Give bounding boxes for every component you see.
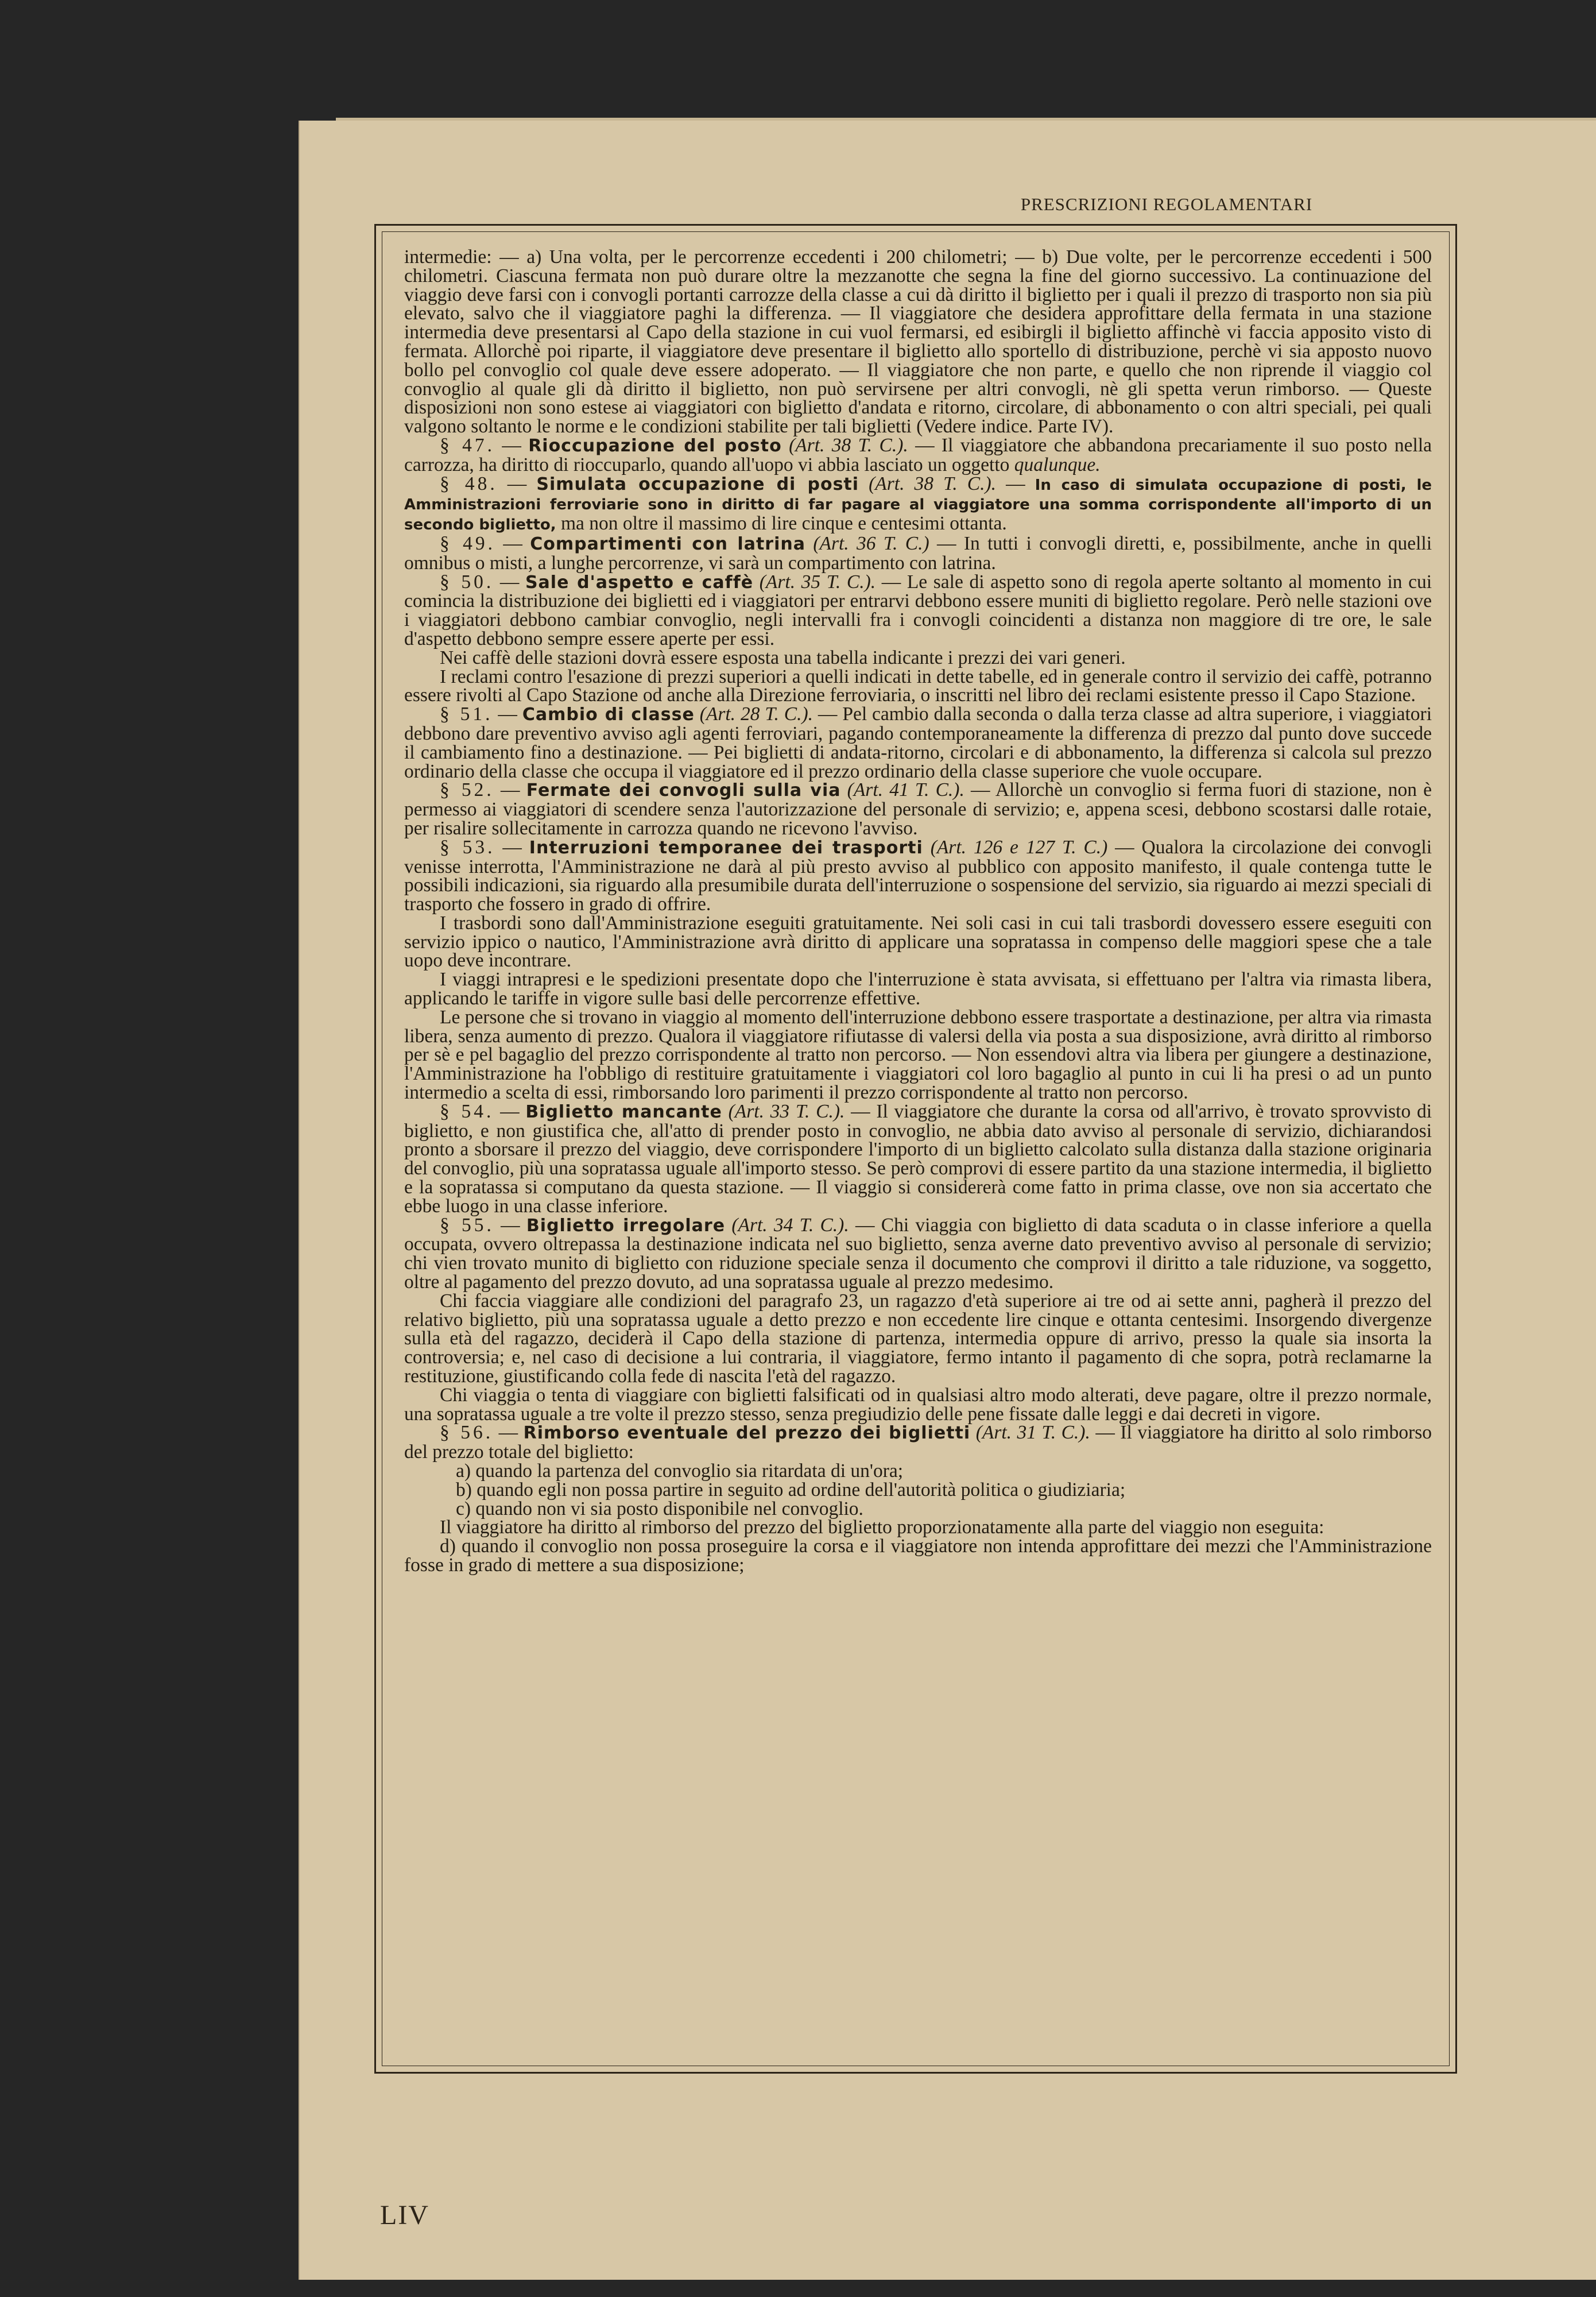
section-title: Sale d'aspetto e caffè xyxy=(525,572,754,593)
section-text: — Pel cambio dalla seconda o dalla terza classe ad altra superiore, i viaggiatori debbono dare preventivo avviso agli agenti ferroviari, pagando contemporaneamente la differenza di prezzo dal punto dove succede il cambiamento fino a destinazione. — Pei biglietti di andata-ritorno, circolari e di abbonamento, la differenza si calcola sul prezzo ordinario della classe che occupa il viaggiatore ed il prezzo ordinario della classe superiore che vuole occupare. xyxy=(404,703,1432,782)
body-text xyxy=(404,248,1432,1575)
section-50: § 50. — Sale d'aspetto e caffè (Art. 35 T. C.). — Le sale di aspetto sono di regola aperte soltanto al momento in cui comincia la distribuzione dei biglietti ed i viaggiatori per entrarvi debbono essere muniti di biglietto regolare. Però nelle stazioni ove i viaggiatori debbono cambiar convoglio, negli intervalli fra i convogli coincidenti a distanza non maggiore di tre ore, le sale d'aspetto debbono sempre essere aperte per essi. xyxy=(404,571,1432,649)
section-number: § 53. xyxy=(440,836,495,858)
section-text: ma non oltre il massimo di lire cinque e centesimi ottanta. xyxy=(556,513,1007,535)
section-title: Interruzioni temporanee dei trasporti xyxy=(529,837,923,858)
section-ref: (Art. 38 T. C.). xyxy=(869,473,996,494)
book-page xyxy=(299,121,1596,2280)
section-title: Biglietto irregolare xyxy=(526,1215,726,1236)
section-51: § 51. — Cambio di classe (Art. 28 T. C.). — Pel cambio dalla seconda o dalla terza classe ad altra superiore, i viaggiatori debbono dare preventivo avviso agli agenti ferroviari, pagando contemporaneamente la differenza di prezzo dal punto dove succede il cambiamento fino a destinazione. — Pei biglietti di andata-ritorno, circolari e di abbonamento, la differenza si calcola sul prezzo ordinario della classe che occupa il viaggiatore ed il prezzo ordinario della classe superiore che vuole occupare. xyxy=(404,703,1432,782)
section-number: § 50. xyxy=(440,571,494,593)
section-ref: (Art. 33 T. C.). xyxy=(728,1100,845,1122)
section-number: § 48. xyxy=(440,473,498,494)
section-54: § 54. — Biglietto mancante (Art. 33 T. C.). — Il viaggiatore che durante la corsa od all'arrivo, è trovato sprovvisto di biglietto, e non giustifica che, all'atto di prender posto in convoglio, ne abbia dato avviso al personale di servizio, dichiarandosi pronto a sborsare il prezzo del viaggio, deve corrispondere l'importo di un biglietto calcolato sulla distanza dalla stazione originaria del convoglio, più una sopratassa uguale all'importo stesso. Se però comprovi di essere partito da una stazione intermedia, il biglietto e la sopratassa si computano da questa stazione. — Il viaggio si considererà come fatto in prima classe, ove non sia accertato che ebbe luogo in una classe inferiore. xyxy=(404,1100,1432,1217)
section-text: — Il viaggiatore che abbandona precariamente il suo posto nella carrozza, ha diritto di rioccuparlo, quando all'uopo vi abbia lasciato un oggetto xyxy=(404,434,1432,475)
section-text: — In tutti i convogli diretti, e, possibilmente, anche in quelli omnibus o misti, a lunghe percorrenze, vi sarà un compartimento con latrina. xyxy=(404,532,1432,574)
section-56: § 56. — Rimborso eventuale del prezzo dei biglietti (Art. 31 T. C.). — Il viaggiatore ha diritto al solo rimborso del prezzo totale del biglietto: xyxy=(404,1422,1432,1463)
section-text: — Chi viaggia con biglietto di data scaduta o in classe inferiore a quella occupata, ovvero oltrepassa la destinazione indicata nel suo biglietto, senza averne dato preventivo avviso al personale di servizio; chi vien trovato munito di biglietto con riduzione speciale senza il documento che comprovi il diritto a tale riduzione, va soggetto, oltre al pagamento del prezzo dovuto, ad una sopratassa uguale al prezzo medesimo. xyxy=(404,1214,1432,1293)
section-title: Simulata occupazione di posti xyxy=(536,474,859,494)
section-text: — Il viaggiatore ha diritto al solo rimborso del prezzo totale del biglietto: xyxy=(404,1422,1432,1463)
text-frame-inner xyxy=(382,231,1450,2066)
section-number: § 47. xyxy=(440,434,495,456)
section-text: — Le sale di aspetto sono di regola aperte soltanto al momento in cui comincia la distribuzione dei biglietti ed i viaggiatori per entrarvi debbono essere muniti di biglietto regolare. Però nelle stazioni ove i viaggiatori debbono cambiar convoglio, negli intervalli fra i convogli coincidenti a distanza non maggiore di tre ore, le sale d'aspetto debbono sempre essere aperte per essi. xyxy=(404,571,1432,649)
section-53-para-4: Le persone che si trovano in viaggio al momento dell'interruzione debbono essere trasportate a destinazione, per altra via rimasta libera, senza aumento di prezzo. Qualora il viaggiatore rifiutasse di valersi della via posta a sua disposizione, avrà diritto al rimborso per sè e pel bagaglio del prezzo corrispondente al tratto non percorso. — Non essendovi altra via libera per giungere a destinazione, l'Amministrazione ha l'obbligo di restituire gratuitamente i viaggiatori col loro bagaglio al punto in cui li ha presi o ad un punto intermedio a scelta di essi, rimborsando loro parimenti il prezzo corrispondente al tratto non percorso. xyxy=(404,1006,1432,1104)
section-number: § 56. xyxy=(440,1422,494,1444)
section-53: § 53. — Interruzioni temporanee dei trasporti (Art. 126 e 127 T. C.) — Qualora la circolazione dei convogli venisse interrotta, l'Amministrazione ne darà al più presto avviso al pubblico con apposito manifesto, il quale contenga tutte le possibili indicazioni, sia riguardo alla presumibile durata dell'interruzione o sospensione del servizio, sia riguardo ai mezzi speciali di trasporto che fossero in grado di offrire. xyxy=(404,836,1432,915)
section-text: — Il viaggiatore che durante la corsa od all'arrivo, è trovato sprovvisto di biglietto, e non giustifica che, all'atto di prender posto in convoglio, ne abbia dato avviso al personale di servizio, dichiarandosi pronto a sborsare il prezzo del viaggio, deve corrispondere l'importo di un biglietto calcolato sulla distanza dalla stazione originaria del convoglio, più una sopratassa uguale all'importo stesso. Se però comprovi di essere partito da una stazione intermedia, il biglietto e la sopratassa si computano da questa stazione. — Il viaggio si considererà come fatto in prima classe, ove non sia accertato che ebbe luogo in una classe inferiore. xyxy=(404,1100,1432,1217)
list-item-b: b) quando egli non possa partire in seguito ad ordine dell'autorità politica o giudiziaria; xyxy=(456,1479,1126,1501)
section-text-tail: qualunque. xyxy=(1014,454,1101,475)
section-52: § 52. — Fermate dei convogli sulla via (Art. 41 T. C.). — Allorchè un convoglio si ferma fuori di stazione, non è permesso ai viaggiatori di scendere senza l'autorizzazione del personale di servizio; e, appena scesi, debbono scostarsi dalle rotaie, per risalire sollecitamente in carrozza quando ne ricevono l'avviso. xyxy=(404,779,1432,839)
section-number: § 55. xyxy=(440,1214,494,1236)
section-ref: (Art. 38 T. C.). xyxy=(789,434,908,456)
section-number: § 51. xyxy=(440,703,493,725)
section-ref: (Art. 126 e 127 T. C.) xyxy=(930,836,1108,858)
section-ref: (Art. 41 T. C.). xyxy=(847,779,964,801)
section-ref: (Art. 34 T. C.). xyxy=(731,1214,849,1236)
section-number: § 49. xyxy=(440,532,495,554)
list-item-a: a) quando la partenza del convoglio sia ritardata di un'ora; xyxy=(456,1460,904,1482)
section-56-para-2: Il viaggiatore ha diritto al rimborso del prezzo del biglietto proporzionatamente alla parte del viaggio non eseguita: xyxy=(440,1517,1324,1538)
section-ref: (Art. 28 T. C.). xyxy=(699,703,814,725)
section-55-para-3: Chi viaggia o tenta di viaggiare con biglietti falsificati od in qualsiasi altro modo alterati, deve pagare, oltre il prezzo normale, una sopratassa uguale a tre volte il prezzo stesso, senza pregiudizio delle pene fissate dalle leggi e dai decreti in vigore. xyxy=(404,1384,1432,1425)
section-title: Rioccupazione del posto xyxy=(528,435,782,456)
section-title: Fermate dei convogli sulla via xyxy=(526,780,841,801)
section-49: § 49. — Compartimenti con latrina (Art. 36 T. C.) — In tutti i convogli diretti, e, possibilmente, anche in quelli omnibus o misti, a lunghe percorrenze, vi sarà un compartimento con latrina. xyxy=(404,532,1432,574)
section-55: § 55. — Biglietto irregolare (Art. 34 T. C.). — Chi viaggia con biglietto di data scaduta o in classe inferiore a quella occupata, ovvero oltrepassa la destinazione indicata nel suo biglietto, senza averne dato preventivo avviso al personale di servizio; chi vien trovato munito di biglietto con riduzione speciale senza il documento che comprovi il diritto a tale riduzione, va soggetto, oltre al pagamento del prezzo dovuto, ad una sopratassa uguale al prezzo medesimo. xyxy=(404,1214,1432,1293)
paragraph-intro: intermedie: — a) Una volta, per le percorrenze eccedenti i 200 chilometri; — b) Due volte, per le percorrenze eccedenti i 500 chilometri. Ciascuna fermata non può durare oltre la mezzanotte che segna la fine del giorno successivo. La continuazione del viaggio deve farsi con i convogli portanti carrozze della classe a cui dà diritto il biglietto per i quali il prezzo di trasporto non sia più elevato, salvo che il viaggiatore paghi la differenza. — Il viaggiatore che desidera approfittare della fermata in una stazione intermedia deve presentarsi al Capo della stazione in cui vuol fermarsi, ed esibirgli il biglietto affinchè vi faccia apposito visto di fermata. Allorchè poi riparte, il viaggiatore deve presentare il biglietto allo sportello di distribuzione, perchè vi sia apposto nuovo bollo pel convoglio col quale deve essere adoperato. — Il viaggiatore che non parte, e quello che non riprende il viaggio col convoglio al quale gli dà diritto il biglietto, non può servirsene per altri convogli, nè gli spetta verun rimborso. — Queste disposizioni non sono estese ai viaggiatori con biglietto d'andata e ritorno, circolare, di abbonamento o con altri speciali, pei quali valgono soltanto le norme e le condizioni stabilite per tali biglietti (Vedere indice. Parte IV). xyxy=(404,246,1432,438)
section-title: Biglietto mancante xyxy=(525,1101,722,1122)
text-frame xyxy=(374,224,1457,2074)
section-bold-text: In caso di simulata occupazione di posti, le Amministrazioni ferroviarie sono in diritto di far pagare al viaggiatore una somma corrispondente all'importo di un secondo biglietto, xyxy=(404,476,1432,534)
section-ref: (Art. 36 T. C.) xyxy=(813,532,929,554)
page-number: LIV xyxy=(380,2200,429,2230)
section-47: § 47. — Rioccupazione del posto (Art. 38 T. C.). — Il viaggiatore che abbandona precariamente il suo posto nella carrozza, ha diritto di rioccuparlo, quando all'uopo vi abbia lasciato un oggetto qualunque. xyxy=(404,434,1432,475)
section-ref: (Art. 31 T. C.). xyxy=(975,1422,1090,1444)
running-header: PRESCRIZIONI REGOLAMENTARI xyxy=(1020,194,1313,214)
section-number: § 54. xyxy=(440,1100,494,1122)
section-number: § 52. xyxy=(440,779,494,801)
list-item-c: c) quando non vi sia posto disponibile nel convoglio. xyxy=(456,1498,863,1519)
section-title: Cambio di classe xyxy=(522,705,695,725)
section-title: Compartimenti con latrina xyxy=(530,533,805,554)
section-text: — Qualora la circolazione dei convogli venisse interrotta, l'Amministrazione ne darà al più presto avviso al pubblico con apposito manifesto, il quale contenga tutte le possibili indicazioni, sia riguardo alla presumibile durata dell'interruzione o sospensione del servizio, sia riguardo ai mezzi speciali di trasporto che fossero in grado di offrire. xyxy=(404,836,1432,915)
section-53-para-3: I viaggi intrapresi e le spedizioni presentate dopo che l'interruzione è stata avvisata, si effettuano per l'altra via rimasta libera, applicando le tariffe in vigore sulle basi delle percorrenze effettive. xyxy=(404,969,1432,1010)
section-53-para-2: I trasbordi sono dall'Amministrazione eseguiti gratuitamente. Nei soli casi in cui tali trasbordi dovessero essere eseguiti con servizio ippico o nautico, l'Amministrazione avrà diritto di applicare una sopratassa in compenso delle maggiori spese che a tale uopo deve incontrare. xyxy=(404,912,1432,972)
list-item-d: d) quando il convoglio non possa proseguire la corsa e il viaggiatore non intenda approfittare dei mezzi che l'Amministrazione fosse in grado di mettere a sua disposizione; xyxy=(404,1536,1432,1576)
section-48: § 48. — Simulata occupazione di posti (Art. 38 T. C.). — In caso di simulata occupazione di posti, le Amministrazioni ferroviarie sono in diritto di far pagare al viaggiatore una somma corrispondente all'importo di un secondo biglietto, ma non oltre il massimo di lire cinque e centesimi ottanta. xyxy=(404,473,1432,535)
section-55-para-2: Chi faccia viaggiare alle condizioni del paragrafo 23, un ragazzo d'età superiore ai tre od ai sette anni, pagherà il prezzo del relativo biglietto, più una sopratassa uguale a detto prezzo e non eccedente lire cinque e ottanta centesimi. Insorgendo divergenze sulla età del ragazzo, deciderà il Capo della stazione di partenza, intermedia oppure di arrivo, presso la quale sia insorta la controversia; e, nel caso di decisione a lui contraria, il viaggiatore, fermo intanto il pagamento di che sopra, potrà reclamarne la restituzione, giustificando colla fede di nascita l'età del ragazzo. xyxy=(404,1290,1432,1387)
section-ref: (Art. 35 T. C.). xyxy=(759,571,876,593)
section-50-para-2: Nei caffè delle stazioni dovrà essere esposta una tabella indicante i prezzi dei vari generi. xyxy=(440,647,1126,668)
section-50-para-3: I reclami contro l'esazione di prezzi superiori a quelli indicati in dette tabelle, ed in generale contro il servizio dei caffè, potranno essere rivolti al Capo Stazione od anche alla Direzione ferroviaria, o inscritti nel libro dei reclami esistente presso il Capo Stazione. xyxy=(404,666,1432,706)
section-title: Rimborso eventuale del prezzo dei biglietti xyxy=(523,1423,971,1444)
section-text: — Allorchè un convoglio si ferma fuori di stazione, non è permesso ai viaggiatori di scendere senza l'autorizzazione del personale di servizio; e, appena scesi, debbono scostarsi dalle rotaie, per risalire sollecitamente in carrozza quando ne ricevono l'avviso. xyxy=(404,779,1432,839)
